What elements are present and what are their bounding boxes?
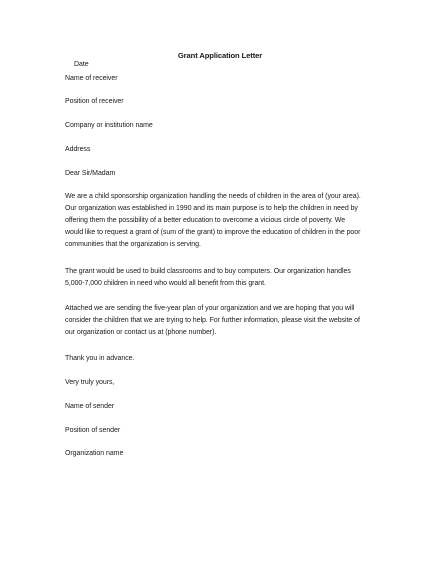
- paragraph-line: Attached we are sending the five-year plan of your organization and we are hoping that you will: [65, 305, 355, 312]
- company-name: Company or institution name: [65, 122, 153, 129]
- salutation: Dear Sir/Madam: [65, 170, 116, 177]
- paragraph-line: 5,000-7,000 children in need who would all benefit from this grant.: [65, 280, 266, 288]
- paragraph-line: our organization or contact us at (phone number).: [65, 329, 217, 337]
- paragraph-usage: [65, 266, 385, 290]
- paragraph-attachment: [65, 303, 385, 339]
- letter-title: Grant Application Letter: [177, 51, 263, 60]
- paragraph-request: [65, 191, 385, 251]
- closing-line: Very truly yours,: [65, 379, 115, 386]
- paragraph-line: consider the children that we are trying to help. For further information, please visit the website of: [65, 317, 360, 325]
- date-line: Date: [74, 61, 89, 68]
- paragraph-line: Our organization was established in 1990 and its main purpose is to help the children in need by: [65, 205, 358, 213]
- receiver-position: Position of receiver: [65, 98, 124, 105]
- paragraph-line: communities that the organization is serving.: [65, 241, 201, 249]
- thanks-line: Thank you in advance.: [65, 355, 135, 362]
- sender-position: Position of sender: [65, 427, 121, 434]
- paragraph-line: The grant would be used to build classrooms and to buy computers. Our organization handles: [65, 268, 351, 275]
- organization-name: Organization name: [65, 450, 124, 457]
- paragraph-line: offering them the possibility of a better education to overcome a vicious circle of poverty. We: [65, 217, 346, 225]
- address-line: Address: [65, 146, 91, 153]
- paragraph-line: would like to request a grant of (sum of the grant) to improve the education of children in the poor: [65, 229, 361, 237]
- paragraph-line: We are a child sponsorship organization handling the needs of children in the area of (your area).: [65, 193, 361, 200]
- receiver-name: Name of receiver: [65, 75, 118, 82]
- sender-name: Name of sender: [65, 403, 115, 410]
